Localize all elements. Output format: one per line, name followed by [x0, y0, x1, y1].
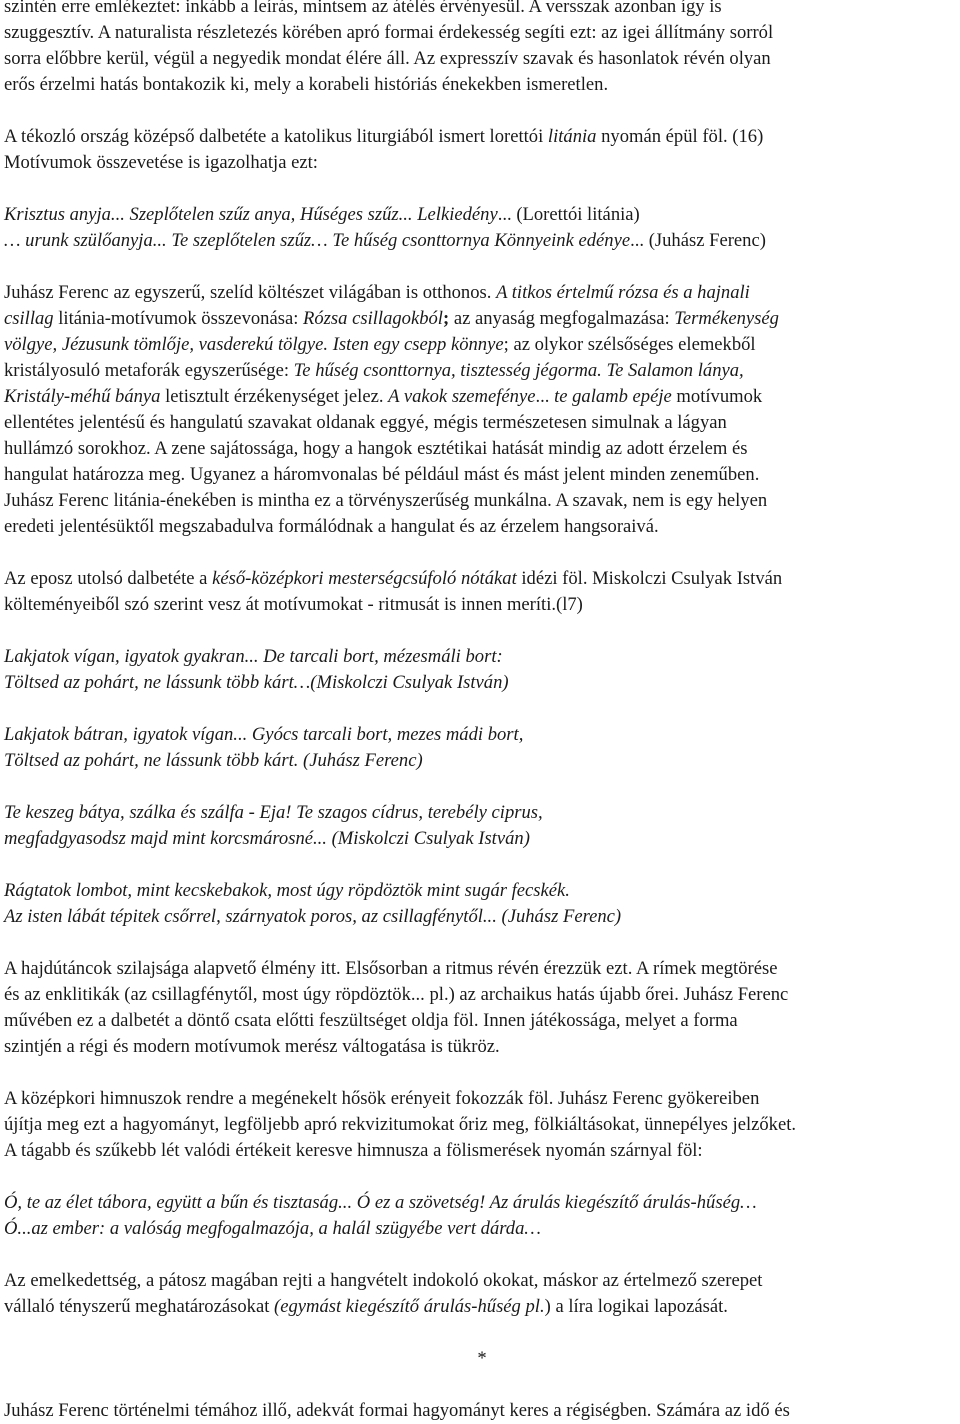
text-line [4, 1398, 960, 1424]
paragraph [4, 124, 960, 176]
text-run: ... (Juhász Ferenc) [630, 230, 766, 251]
paragraph [4, 1268, 960, 1320]
italic-text: megfadgyasodsz majd mint korcsmárosné... (Miskolczi Csulyak István) [4, 828, 530, 849]
text-line [4, 722, 960, 748]
text-line [4, 1138, 960, 1164]
text-run: Az eposz utolsó dalbetéte a [4, 568, 213, 589]
text-line [4, 306, 960, 332]
text-run: eredeti jelentésüktől megszabadulva formálódnak a hangulat és az érzelem hangsoraivá. [4, 516, 659, 537]
document-page [4, 0, 960, 1424]
text-run: A tágabb és szűkebb lét valódi értékeit keresve himnusza a fölismerések nyomán szárnyal föl: [4, 1140, 703, 1161]
text-run: letisztult érzékenységet jelez. [160, 386, 389, 407]
paragraph [4, 1190, 960, 1242]
text-line [4, 670, 960, 696]
italic-text: Isten egy csepp könnye [332, 334, 504, 355]
italic-text: Rágtatok lombot, mint kecskebakok, most úgy röpdöztök mint sugár fecskék. [4, 880, 570, 901]
text-line [4, 20, 960, 46]
text-line [4, 46, 960, 72]
text-line [4, 982, 960, 1008]
text-run: az anyaság megfogalmazása: [453, 308, 675, 329]
italic-text: Termékenység [674, 308, 779, 329]
paragraph [4, 800, 960, 852]
italic-text: Te keszeg bátya, szálka és szálfa - Eja! Te szagos cídrus, terebély ciprus, [4, 802, 543, 823]
text-line [4, 800, 960, 826]
text-line [4, 436, 960, 462]
text-run: ; [442, 308, 454, 329]
italic-text: Töltsed az pohárt, ne lássunk több kárt… [4, 672, 311, 693]
text-line [4, 748, 960, 774]
paragraph [4, 0, 960, 98]
text-run: hullámzó sorokhoz. A zene sajátossága, hogy a hangok esztétikai hatását mindig az adott érzelem és [4, 438, 748, 459]
text-run: művében ez a dalbetét a döntő csata előtti feszültséget oldja föl. Innen játékossága, melyet a forma [4, 1010, 738, 1031]
text-line [4, 592, 960, 618]
text-line [4, 1008, 960, 1034]
italic-text: Kristály-méhű bánya [4, 386, 161, 407]
text-line [4, 904, 960, 930]
text-run: A középkori himnuszok rendre a megénekelt hősök erényeit fokozzák föl. Juhász Ferenc gyökereiben [4, 1088, 760, 1109]
text-run: Juhász Ferenc történelmi témához illő, adekvát formai hagyományt keres a régiségben. Számára az idő és [4, 1400, 790, 1421]
italic-text: A titkos értelmű rózsa és a hajnali [496, 282, 750, 303]
text-run: ; az olykor szélsőséges elemekből [503, 334, 756, 355]
paragraph [4, 1398, 960, 1424]
paragraph [4, 1086, 960, 1164]
text-line [4, 1294, 960, 1320]
text-run: A tékozló ország középső dalbetéte a katolikus liturgiából ismert lorettói [4, 126, 548, 147]
italic-text: Ó, te az élet tábora, együtt a bűn és tisztaság... Ó ez a szövetség! Az árulás kiegészítő árulás-hűség… [4, 1192, 757, 1213]
text-line [4, 488, 960, 514]
text-line [4, 826, 960, 852]
italic-text: A vakok szemefénye [388, 386, 536, 407]
text-run: ... (Lorettói litánia) [497, 204, 640, 225]
italic-text: Ó...az ember: a valóság megfogalmazója, a halál szügyébe vert dárda… [4, 1218, 541, 1239]
text-run: litánia-motívumok összevonása: [53, 308, 304, 329]
text-line [4, 384, 960, 410]
text-run: Az emelkedettség, a pátosz magában rejti a hangvételt indokoló okokat, máskor az értelmező szerepet [4, 1270, 763, 1291]
italic-text: litánia [547, 126, 597, 147]
italic-text: Lakjatok vígan, igyatok gyakran... De tarcali bort, mézesmáli bort: [4, 646, 503, 667]
text-line [4, 72, 960, 98]
text-run: ... [535, 386, 555, 407]
text-line [4, 228, 960, 254]
paragraph [4, 878, 960, 930]
text-line [4, 280, 960, 306]
text-run: és az enklitikák (az csillagfénytől, most úgy röpdöztök... pl.) az archaikus hatás újabb őrei. Juhász Ferenc [4, 984, 789, 1005]
text-run: A hajdútáncok szilajsága alapvető élmény itt. Elsősorban a ritmus révén érezzük ezt. A rímek megtörése [4, 958, 778, 979]
italic-text: késő-középkori mesterségcsúfoló nótákat [212, 568, 517, 589]
text-line [4, 0, 960, 20]
paragraph [4, 566, 960, 618]
italic-text: (egymást kiegészítő árulás-hűség pl. [274, 1296, 545, 1317]
text-line [4, 1268, 960, 1294]
document-body [4, 0, 960, 1424]
italic-text: Krisztus anyja... Szeplőtelen szűz anya, Hűséges szűz... Lelkiedény [4, 204, 498, 225]
text-run: szuggesztív. A naturalista részletezés körében apró formai érdekesség segíti ezt: az igei állítmány sorról [4, 22, 774, 43]
italic-text: völgye, Jézusunk tömlője, vasderekú tölgye. [4, 334, 329, 355]
italic-text: (Miskolczi Csulyak István) [310, 672, 509, 693]
italic-text: te galamb epéje [554, 386, 672, 407]
text-run: nyomán épül föl. (16) [596, 126, 764, 147]
text-line [4, 410, 960, 436]
italic-text: Az isten lábát tépitek csőrrel, szárnyatok poros, az csillagfénytől... (Juhász Ferenc) [4, 906, 622, 927]
text-line [4, 332, 960, 358]
italic-text: Töltsed az pohárt, ne lássunk több kárt. (Juhász Ferenc) [4, 750, 423, 771]
text-line [4, 1190, 960, 1216]
text-run: erős érzelmi hatás bontakozik ki, mely a korabeli históriás énekekben ismeretlen. [4, 74, 609, 95]
text-run: Juhász Ferenc az egyszerű, szelíd költészet világában is otthonos. [4, 282, 497, 303]
text-line [4, 878, 960, 904]
italic-text: Rózsa csillagokból [303, 308, 443, 329]
text-line [4, 1112, 960, 1138]
text-line [4, 202, 960, 228]
italic-text: Te Salamon lánya, [606, 360, 744, 381]
paragraph [4, 956, 960, 1060]
text-run: ellentétes jelentésű és hangulatú szavakat oldanak eggyé, mégis természetesen simulnak a lágyan [4, 412, 727, 433]
text-line [4, 462, 960, 488]
paragraph [4, 202, 960, 254]
text-line [4, 1034, 960, 1060]
text-line [4, 644, 960, 670]
text-run: szintén erre emlékeztet: inkább a leírás, mintsem az átélés érvényesül. A versszak azonban így is [4, 0, 722, 17]
paragraph [4, 722, 960, 774]
paragraph [4, 280, 960, 540]
text-line [4, 566, 960, 592]
text-run: ) a líra logikai lapozását. [544, 1296, 728, 1317]
text-line [4, 358, 960, 384]
italic-text: Te hűség csonttornya, tisztesség jégorma. [293, 360, 602, 381]
text-line [4, 514, 960, 540]
text-run: Motívumok összevetése is igazolhatja ezt: [4, 152, 318, 173]
text-run: költeményeiből szó szerint vesz át motívumokat - ritmusát is innen meríti.(l7) [4, 594, 583, 615]
text-run: sorra előbbre kerül, végül a negyedik mondat élére áll. Az expresszív szavak és hasonlatok révén olyan [4, 48, 771, 69]
text-line [4, 1086, 960, 1112]
text-run: motívumok [671, 386, 763, 407]
text-run: újítja meg ezt a hagyományt, legföljebb apró rekvizitumokat őriz meg, fölkiáltásokat, ünnepélyes jelzőket. [4, 1114, 797, 1135]
text-run: Juhász Ferenc litánia-énekében is mintha ez a törvényszerűség munkálna. A szavak, nem is egy helyen [4, 490, 768, 511]
text-line [4, 1216, 960, 1242]
text-run: hangulat határozza meg. Ugyanez a háromvonalas bé például mást és mást jelent minden zeneműben. [4, 464, 760, 485]
text-run: idézi föl. Miskolczi Csulyak István [516, 568, 783, 589]
paragraph [4, 644, 960, 696]
text-run: kristályosuló metaforák egyszerűsége: [4, 360, 294, 381]
text-line [4, 124, 960, 150]
italic-text: csillag [4, 308, 54, 329]
section-separator: * [477, 1348, 487, 1369]
text-line [4, 956, 960, 982]
text-run: szintjén a régi és modern motívumok merész váltogatása is tükröz. [4, 1036, 500, 1057]
italic-text: … urunk szülőanyja... Te szeplőtelen szűz… Te hűség csonttornya Könnyeink edénye [4, 230, 631, 251]
text-line [4, 150, 960, 176]
italic-text: Lakjatok bátran, igyatok vígan... Gyócs tarcali bort, mezes mádi bort, [4, 724, 524, 745]
text-run: vállaló tényszerű meghatározásokat [4, 1296, 275, 1317]
